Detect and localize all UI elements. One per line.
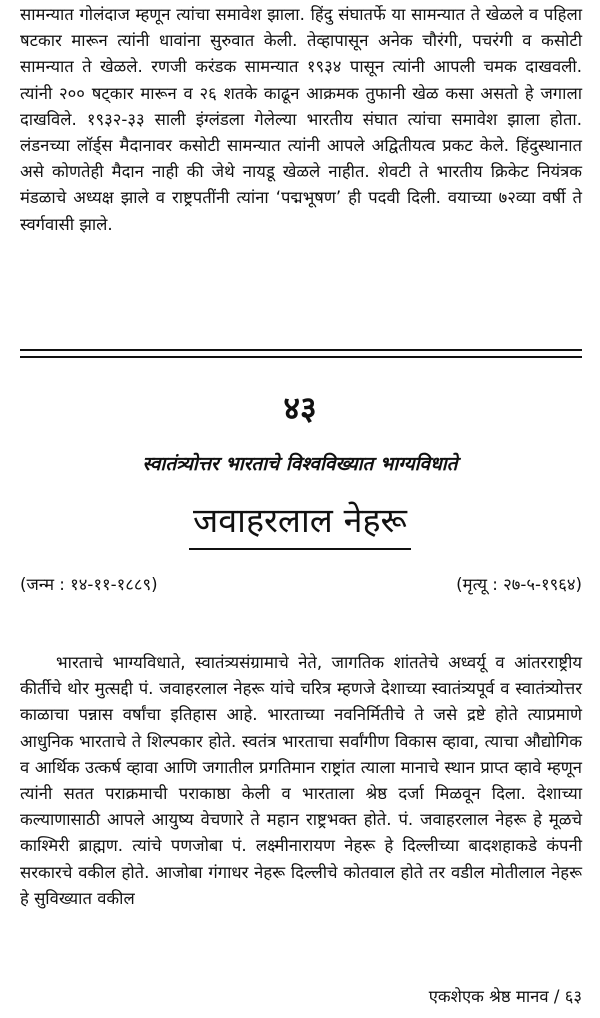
chapter-number: ४३	[283, 389, 317, 427]
chapter-title	[0, 496, 600, 550]
chapter-body-paragraph: भारताचे भाग्यविधाते, स्वातंत्र्यसंग्रामाचे नेते, जागतिक शांततेचे अध्वर्यू व आंतरराष्ट्रीय कीर्तीचे थोर मुत्सद्दी पं. जवाहरलाल नेहरू यांचे चरित्र म्हणजे देशाच्या स्वातंत्र्यपूर्व व स्वातंत्र्योत्तर काळाचा पन्नास वर्षांचा इतिहास आहे. भारताच्या नवनिर्मितीचे ते जसे द्रष्टे होते त्याप्रमाणे आधुनिक भारताचे ते शिल्पकार होते. स्वतंत्र भारताचा सर्वांगीण विकास व्हावा, त्याचा औद्योगिक व आर्थिक उत्कर्ष व्हावा आणि जगातील प्रगतिमान राष्ट्रांत त्याला मानाचे स्थान प्राप्त व्हावे म्हणून त्यांनी सतत पराक्रमाची पराकाष्ठा केली व भारताला श्रेष्ठ दर्जा मिळवून दिला. देशाच्या कल्याणासाठी आपले आयुष्य वेचणारे ते महान राष्ट्रभक्त होते. पं. जवाहरलाल नेहरू हे मूळचे काश्मिरी ब्राह्मण. त्यांचे पणजोबा पं. लक्ष्मीनारायण नेहरू हे दिल्लीच्या बादशहाकडे कंपनी सरकारचे वकील होते. आजोबा गंगाधर नेहरू दिल्लीचे कोतवाल होते तर वडील मोतीलाल नेहरू हे सुविख्यात वकील	[20, 653, 582, 908]
page-footer: एकशेएक श्रेष्ठ मानव / ६३	[428, 987, 582, 1006]
death-date: (मृत्यू : २७-५-१९६४)	[456, 575, 582, 594]
chapter-subtitle: स्वातंत्र्योत्तर भारताचे विश्वविख्यात भाग्यविधाते	[142, 453, 458, 475]
chapter-title-text: जवाहरलाल नेहरू	[189, 496, 411, 550]
section-divider-bottom	[20, 356, 582, 358]
previous-chapter-paragraph: सामन्यात गोलंदाज म्हणून त्यांचा समावेश झाला. हिंदु संघातर्फे या सामन्यात ते खेळले व पहिला षटकार मारून त्यांनी धावांना सुरुवात केली. तेव्हापासून अनेक चौरंगी, पचरंगी व कसोटी सामन्यात ते खेळले. रणजी करंडक सामन्यात १९३४ पासून त्यांनी आपली चमक दाखवली. त्यांनी २०० षट्कार मारून व २६ शतके काढून आक्रमक तुफानी खेळ कसा असतो हे जगाला दाखविले. १९३२-३३ साली इंग्लंडला गेलेल्या भारतीय संघात त्यांचा समावेश झाला होता. लंडनच्या लॉर्ड्स मैदानावर कसोटी सामन्यात त्यांनी आपले अद्वितीयत्व प्रकट केले. हिंदुस्थानात असे कोणतेही मैदान नाही की जेथे नायडू खेळले नाहीत. शेवटी ते भारतीय क्रिकेट नियंत्रक मंडळाचे अध्यक्ष झाले व राष्ट्रपतींनी त्यांना ‘पद्मभूषण’ ही पदवी दिली. वयाच्या ७२व्या वर्षी ते स्वर्गवासी झाले.	[20, 5, 582, 234]
section-divider-top	[20, 349, 582, 351]
birth-date: (जन्म : १४-११-१८८९)	[20, 575, 158, 594]
